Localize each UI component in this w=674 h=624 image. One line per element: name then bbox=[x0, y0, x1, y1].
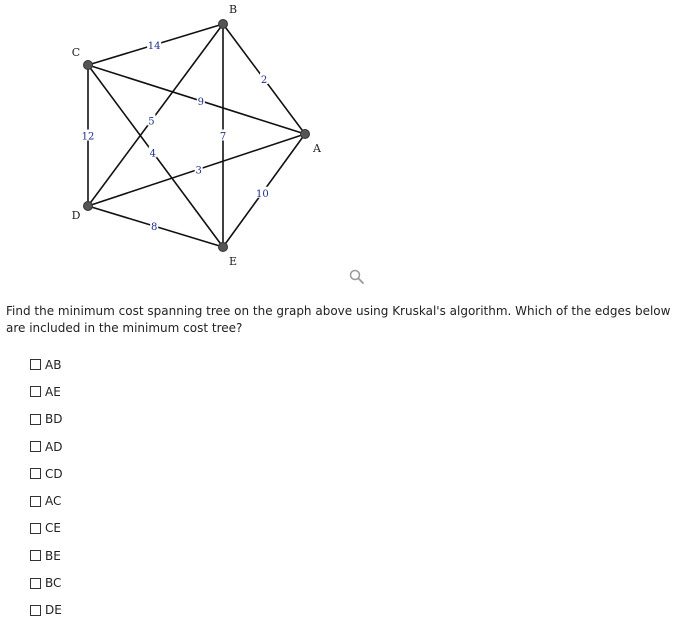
option-bc[interactable] bbox=[30, 569, 63, 596]
option-be[interactable] bbox=[30, 542, 63, 569]
vertex-label-c: C bbox=[71, 46, 81, 59]
edge-weight-da: 3 bbox=[195, 165, 202, 177]
option-label: DE bbox=[45, 603, 62, 618]
graph-vertices bbox=[72, 3, 322, 268]
option-label: AB bbox=[45, 357, 62, 372]
option-de[interactable] bbox=[30, 597, 63, 624]
weighted-graph bbox=[0, 0, 674, 280]
checkbox-bd[interactable] bbox=[30, 414, 41, 425]
vertex-label-d: D bbox=[71, 209, 81, 222]
checkbox-ce[interactable] bbox=[30, 523, 41, 534]
checkbox-cd[interactable] bbox=[30, 468, 41, 479]
option-bd[interactable] bbox=[30, 406, 63, 433]
vertex-label-e: E bbox=[228, 255, 238, 268]
vertex-e bbox=[219, 243, 228, 252]
magnifier-icon[interactable] bbox=[348, 268, 366, 286]
checkbox-bc[interactable] bbox=[30, 578, 41, 589]
option-label: AD bbox=[45, 439, 63, 454]
edge-weight-de: 8 bbox=[150, 222, 158, 234]
edge-weight-cb: 14 bbox=[147, 40, 161, 52]
option-cd[interactable] bbox=[30, 460, 63, 487]
checkbox-ad[interactable] bbox=[30, 441, 41, 452]
question-text: Find the minimum cost spanning tree on the graph above using Kruskal's algorithm. Which of the edges below are included in the minimum cost tree? bbox=[6, 304, 671, 335]
vertex-b bbox=[219, 20, 228, 29]
edge-weight-ca: 9 bbox=[197, 96, 205, 108]
option-ae[interactable] bbox=[30, 378, 63, 405]
option-ce[interactable] bbox=[30, 515, 63, 542]
vertex-d bbox=[84, 202, 93, 211]
checkbox-ab[interactable] bbox=[30, 359, 41, 370]
edge-weight-ae: 10 bbox=[255, 188, 269, 200]
vertex-label-a: A bbox=[313, 142, 321, 155]
option-label: BD bbox=[45, 412, 63, 427]
checkbox-de[interactable] bbox=[30, 605, 41, 616]
option-label: CE bbox=[45, 521, 61, 536]
option-label: AE bbox=[45, 384, 61, 399]
checkbox-be[interactable] bbox=[30, 550, 41, 561]
option-label: BC bbox=[45, 576, 62, 591]
edge-weight-ba: 2 bbox=[260, 75, 268, 86]
edge-weight-cd: 12 bbox=[81, 131, 95, 143]
option-label: CD bbox=[45, 466, 63, 481]
option-label: BE bbox=[45, 548, 61, 563]
checkbox-ac[interactable] bbox=[30, 496, 41, 507]
vertex-label-b: B bbox=[228, 3, 238, 16]
option-ac[interactable] bbox=[30, 487, 63, 514]
edge-weight-db: 5 bbox=[148, 116, 155, 128]
edge-ca bbox=[88, 65, 305, 134]
edge-weight-ce: 4 bbox=[149, 148, 156, 160]
checkbox-ae[interactable] bbox=[30, 386, 41, 397]
edge-weight-be: 7 bbox=[219, 131, 227, 143]
option-label: AC bbox=[45, 494, 62, 509]
option-ad[interactable] bbox=[30, 433, 63, 460]
answer-options bbox=[30, 351, 63, 624]
vertex-c bbox=[84, 61, 93, 70]
graph-edges bbox=[81, 24, 305, 247]
option-ab[interactable] bbox=[30, 351, 63, 378]
vertex-a bbox=[301, 130, 310, 139]
